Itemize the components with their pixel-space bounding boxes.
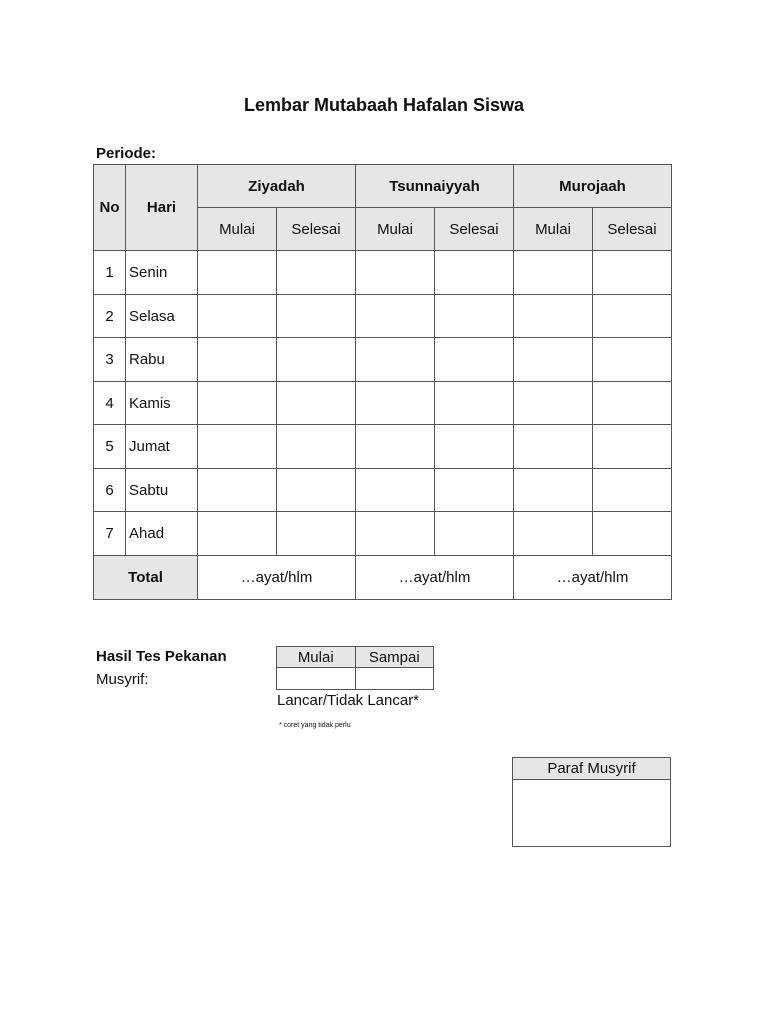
entry-cell[interactable] <box>198 251 277 295</box>
subheader-end: Selesai <box>277 208 356 251</box>
table-row <box>94 425 672 469</box>
test-header-end: Sampai <box>355 647 434 668</box>
subheader-start: Mulai <box>514 208 593 251</box>
entry-cell[interactable] <box>277 469 356 512</box>
total-label: Total <box>94 556 198 600</box>
row-day: Kamis <box>126 382 198 425</box>
entry-cell[interactable] <box>356 295 435 338</box>
entry-cell[interactable] <box>198 295 277 338</box>
entry-cell[interactable] <box>356 251 435 295</box>
subheader-end: Selesai <box>593 208 672 251</box>
entry-cell[interactable] <box>514 469 593 512</box>
entry-cell[interactable] <box>435 295 514 338</box>
entry-cell[interactable] <box>277 382 356 425</box>
entry-cell[interactable] <box>198 469 277 512</box>
header-tsunnaiyyah: Tsunnaiyyah <box>356 165 514 208</box>
entry-cell[interactable] <box>514 382 593 425</box>
entry-cell[interactable] <box>198 382 277 425</box>
entry-cell[interactable] <box>593 425 672 469</box>
table-row <box>94 295 672 338</box>
entry-cell[interactable] <box>514 251 593 295</box>
hafalan-table <box>93 164 672 600</box>
entry-cell[interactable] <box>435 469 514 512</box>
entry-cell[interactable] <box>435 338 514 382</box>
entry-cell[interactable] <box>593 295 672 338</box>
entry-cell[interactable] <box>198 512 277 556</box>
entry-cell[interactable] <box>593 251 672 295</box>
entry-cell[interactable] <box>435 251 514 295</box>
total-murojaah[interactable]: …ayat/hlm <box>514 556 672 600</box>
entry-cell[interactable] <box>514 295 593 338</box>
entry-cell[interactable] <box>277 251 356 295</box>
signature-area[interactable] <box>513 780 671 847</box>
subheader-end: Selesai <box>435 208 514 251</box>
row-no: 1 <box>94 251 126 295</box>
entry-cell[interactable] <box>593 469 672 512</box>
entry-cell[interactable] <box>593 382 672 425</box>
row-no: 3 <box>94 338 126 382</box>
table-row <box>94 469 672 512</box>
row-no: 6 <box>94 469 126 512</box>
page-title: Lembar Mutabaah Hafalan Siswa <box>243 95 525 115</box>
weekly-test-label: Hasil Tes Pekanan <box>96 648 227 665</box>
row-no: 4 <box>94 382 126 425</box>
header-day: Hari <box>126 165 198 251</box>
entry-cell[interactable] <box>277 512 356 556</box>
table-row <box>94 512 672 556</box>
entry-cell[interactable] <box>356 512 435 556</box>
row-day: Rabu <box>126 338 198 382</box>
table-row <box>94 382 672 425</box>
test-status[interactable]: Lancar/Tidak Lancar* <box>277 692 420 709</box>
periode-label: Periode: <box>96 145 157 162</box>
entry-cell[interactable] <box>514 512 593 556</box>
entry-cell[interactable] <box>198 425 277 469</box>
entry-cell[interactable] <box>593 338 672 382</box>
entry-cell[interactable] <box>356 469 435 512</box>
entry-cell[interactable] <box>277 338 356 382</box>
header-ziyadah: Ziyadah <box>198 165 356 208</box>
entry-cell[interactable] <box>593 512 672 556</box>
entry-cell[interactable] <box>356 338 435 382</box>
test-end-cell[interactable] <box>355 668 434 690</box>
entry-cell[interactable] <box>435 382 514 425</box>
row-no: 7 <box>94 512 126 556</box>
header-no: No <box>94 165 126 251</box>
entry-cell[interactable] <box>435 425 514 469</box>
signature-label: Paraf Musyrif <box>513 758 671 780</box>
subheader-start: Mulai <box>198 208 277 251</box>
row-day: Ahad <box>126 512 198 556</box>
test-header-start: Mulai <box>277 647 356 668</box>
row-day: Senin <box>126 251 198 295</box>
entry-cell[interactable] <box>198 338 277 382</box>
musyrif-label: Musyrif: <box>96 671 149 688</box>
row-day: Selasa <box>126 295 198 338</box>
total-row <box>94 556 672 600</box>
entry-cell[interactable] <box>514 338 593 382</box>
entry-cell[interactable] <box>277 425 356 469</box>
total-tsunnaiyyah[interactable]: …ayat/hlm <box>356 556 514 600</box>
row-no: 5 <box>94 425 126 469</box>
header-murojaah: Murojaah <box>514 165 672 208</box>
subheader-start: Mulai <box>356 208 435 251</box>
entry-cell[interactable] <box>356 425 435 469</box>
footnote: * coret yang tidak perlu <box>279 722 351 729</box>
signature-box <box>512 757 671 847</box>
row-day: Sabtu <box>126 469 198 512</box>
entry-cell[interactable] <box>356 382 435 425</box>
entry-cell[interactable] <box>514 425 593 469</box>
table-row <box>94 338 672 382</box>
entry-cell[interactable] <box>435 512 514 556</box>
row-no: 2 <box>94 295 126 338</box>
total-ziyadah[interactable]: …ayat/hlm <box>198 556 356 600</box>
row-day: Jumat <box>126 425 198 469</box>
entry-cell[interactable] <box>277 295 356 338</box>
table-row <box>94 251 672 295</box>
test-start-cell[interactable] <box>277 668 356 690</box>
weekly-test-table <box>276 646 434 690</box>
